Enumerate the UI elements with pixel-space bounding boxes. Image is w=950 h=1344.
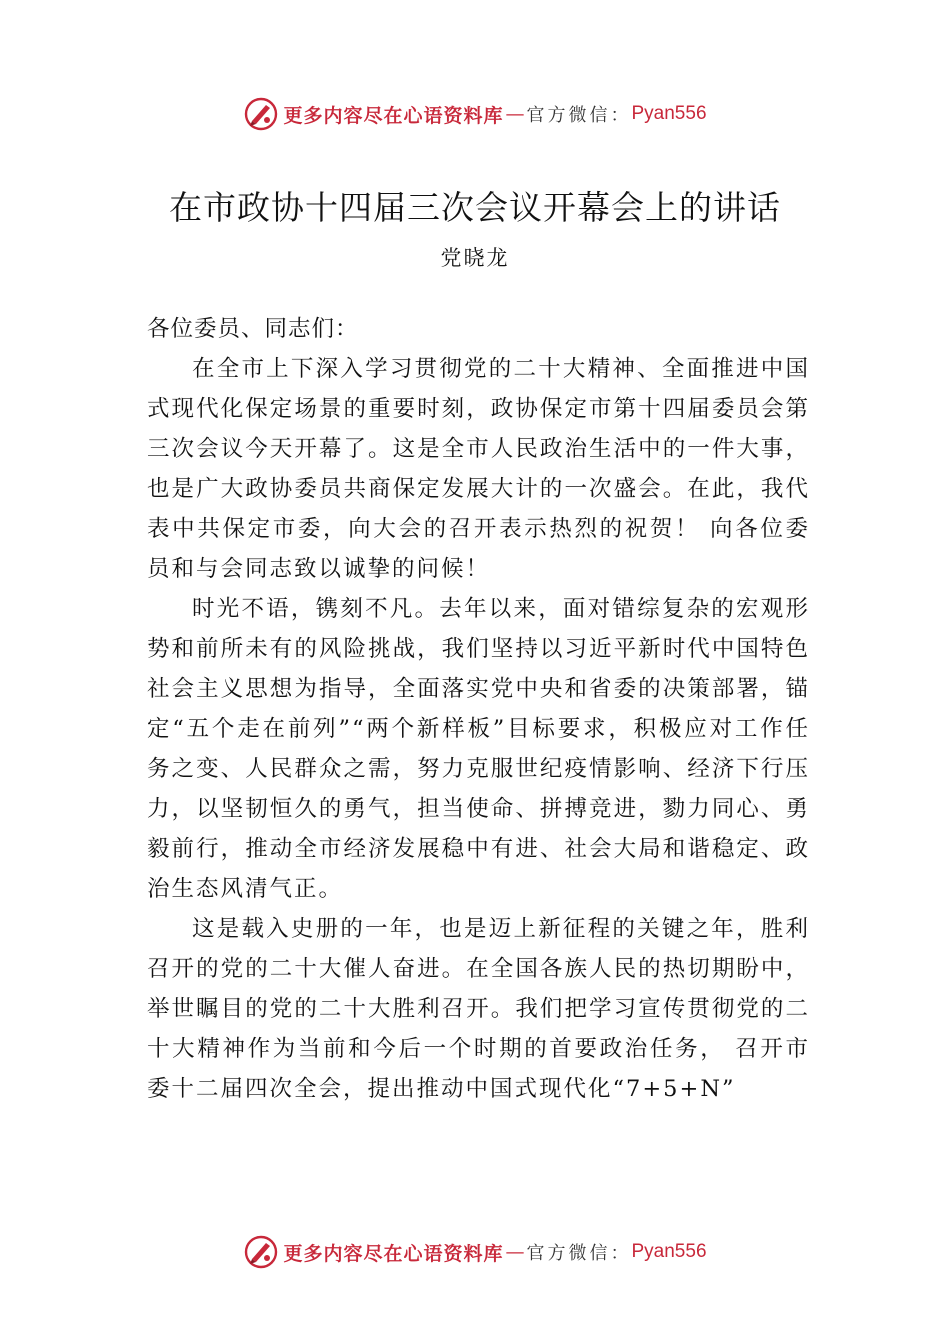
banner-wechat-label: 官方微信： xyxy=(526,1243,632,1264)
pen-circle-logo-icon xyxy=(243,96,279,132)
footer-banner xyxy=(0,1232,950,1272)
paragraph: 这是载入史册的一年，也是迈上新征程的关键之年，胜利召开的党的二十大催人奋进。在全国各族人民的热切期盼中，举世瞩目的党的二十大胜利召开。我们把学习宣传贯彻党的二十大精神作为当前和今后一个时期的首要政治任务， 召开市委十二届四次全会，提出推动中国式现代化“7+5+N” xyxy=(147,916,810,1102)
banner-main-text: 更多内容尽在心语资料库 xyxy=(283,1242,504,1265)
document-author: 党晓龙 xyxy=(440,246,510,270)
paragraph: 在全市上下深入学习贯彻党的二十大精神、全面推进中国式现代化保定场景的重要时刻，政协保定市第十四届委员会第三次会议今天开幕了。这是全市人民政治生活中的一件大事，也是广大政协委员共商保定发展大计的一次盛会。在此，我代表中共保定市委，向大会的召开表示热烈的祝贺！ 向各位委员和与会同志致以诚挚的问候！ xyxy=(147,356,810,582)
banner-separator: — xyxy=(505,103,525,125)
banner-separator: — xyxy=(505,1241,525,1263)
pen-circle-logo-icon xyxy=(243,1234,279,1270)
banner-wechat-id: Pyan556 xyxy=(631,1241,707,1262)
header-banner xyxy=(0,94,950,134)
document-title: 在市政协十四届三次会议开幕会上的讲话 xyxy=(169,188,781,227)
salutation: 各位委员、同志们： xyxy=(147,316,359,342)
document-body xyxy=(147,309,810,1109)
banner-main-text: 更多内容尽在心语资料库 xyxy=(283,104,504,127)
banner-wechat-id: Pyan556 xyxy=(631,103,707,124)
banner-wechat-label: 官方微信： xyxy=(526,105,632,126)
paragraph: 时光不语，镌刻不凡。去年以来，面对错综复杂的宏观形势和前所未有的风险挑战，我们坚持以习近平新时代中国特色社会主义思想为指导，全面落实党中央和省委的决策部署，锚定“五个走在前列”“两个新样板”目标要求，积极应对工作任务之变、人民群众之需，努力克服世纪疫情影响、经济下行压力，以坚韧恒久的勇气，担当使命、拼搏竞进，勠力同心、勇毅前行，推动全市经济发展稳中有进、社会大局和谐稳定、政治生态风清气正。 xyxy=(147,596,810,902)
